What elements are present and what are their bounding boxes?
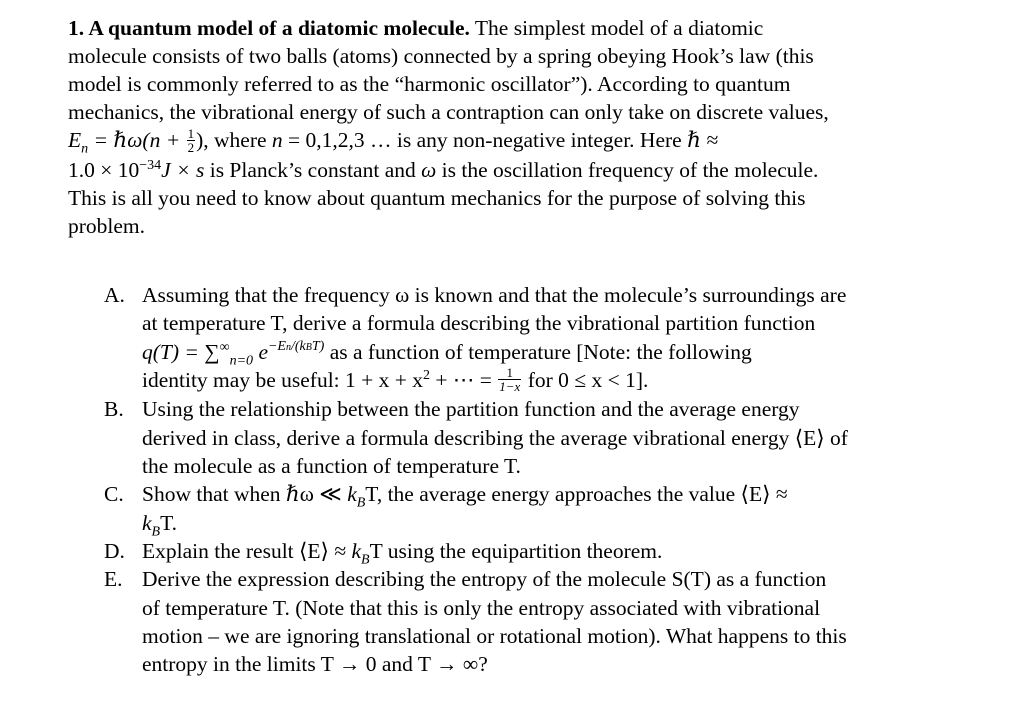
one-half-fraction: $\frac{1}{2}$ (187, 125, 195, 155)
part-d-label: D. (104, 538, 125, 563)
part-b-label: B. (104, 397, 124, 422)
part-c-label: C. (104, 482, 124, 507)
part-b-line-1: Using the relationship between the partition function and the average energy (142, 397, 800, 422)
identity-mid: + ⋯ = (430, 367, 498, 392)
planck-value: 1.0 × 10 (68, 157, 140, 182)
closing-line-1: This is all you need to know about quantum mechanics for the purpose of solving this (68, 185, 806, 210)
problem-intro (68, 14, 948, 240)
part-e-line-3: motion – we are ignoring translational or rotational motion). What happens to this (142, 623, 847, 648)
energy-subscript: n (81, 141, 89, 157)
part-a-label: A. (104, 283, 125, 307)
part-c (104, 480, 954, 537)
partition-text: as a function of temperature [Note: the following (324, 339, 752, 364)
n-variable: n (271, 128, 283, 152)
partition-function-line (142, 338, 954, 366)
part-b (104, 395, 954, 480)
problem-title: 1. A quantum model of a diatomic molecule. (68, 16, 470, 40)
part-e-line-4: entropy in the limits T → 0 and T → ∞? (142, 652, 488, 677)
partition-symbol: q(T) = (142, 339, 205, 364)
part-b-line-2: derived in class, derive a formula describing the average vibrational energy ⟨E⟩ of (142, 425, 848, 450)
intro-line-3: model is commonly referred to as the “harmonic oscillator”). According to quantum (68, 72, 791, 96)
sum-symbol: ∑ (204, 339, 220, 364)
planck-line (68, 156, 948, 184)
intro-line-2: molecule consists of two balls (atoms) connected by a spring obeying Hook’s law (this (68, 44, 814, 68)
part-d-line-1: Explain the result ⟨E⟩ ≈ $k_BT$ using the equipartition theorem. (142, 538, 663, 568)
identity-square: 2 (423, 367, 431, 383)
sum-lower-limit: n=0 (229, 352, 254, 368)
hbar-symbol: ℏ ≈ (687, 128, 719, 152)
part-d (104, 537, 954, 568)
planck-unit: J × s (161, 157, 205, 182)
part-e-line-2: of temperature T. (Note that this is only the entropy associated with vibrational (142, 595, 821, 620)
part-e (104, 565, 954, 678)
part-c-line-2: $k_BT$. (142, 510, 178, 539)
part-c-line-1: Show that when ℏω ≪ $k_BT$, the average energy approaches the value ⟨E⟩ ≈ (142, 482, 788, 511)
part-a-line-2: at temperature T, derive a formula describing the vibrational partition function (142, 311, 816, 336)
planck-text: is Planck’s constant and (204, 157, 422, 182)
energy-symbol: E (68, 128, 82, 152)
part-e-label: E. (104, 567, 123, 592)
energy-close: ), where (196, 128, 272, 152)
identity-line (142, 366, 954, 396)
part-b-line-3: the molecule as a function of temperature T. (142, 454, 521, 479)
exponent: −En/(kBT) (267, 339, 325, 355)
identity-text: identity may be useful: 1 + x + x (142, 367, 424, 392)
intro-line-1 (68, 14, 948, 42)
question-parts (104, 281, 954, 678)
energy-formula-line (68, 126, 948, 156)
part-e-line-1: Derive the expression describing the entropy of the molecule S(T) as a function (142, 567, 827, 592)
planck-text-2: is the oscillation frequency of the molecule. (436, 157, 819, 182)
part-a-line-1: Assuming that the frequency ω is known and that the molecule’s surroundings are (142, 283, 847, 307)
energy-expression: = ℏω(n + (88, 128, 186, 152)
closing-line-2: problem. (68, 213, 146, 238)
part-a (104, 281, 954, 395)
n-values-text: = 0,1,2,3 … is any non-negative integer. Here (282, 128, 688, 152)
identity-tail: for 0 ≤ x < 1]. (522, 367, 649, 392)
intro-line-4: mechanics, the vibrational energy of such a contraption can only take on discrete values, (68, 100, 829, 124)
intro-text-1: The simplest model of a diatomic (469, 16, 764, 40)
omega-symbol: ω (421, 157, 437, 182)
sum-upper-limit: ∞ (219, 339, 230, 355)
planck-exponent: −34 (139, 157, 162, 173)
geometric-fraction: $\frac{1}{1-x}$ (499, 365, 521, 395)
exp-base: e (253, 339, 268, 364)
